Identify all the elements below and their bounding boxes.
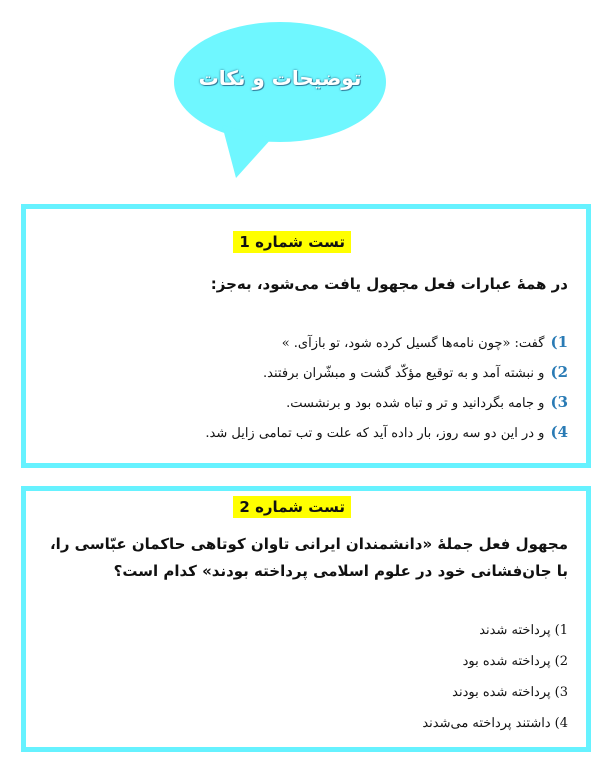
option-number: 1) [554, 623, 568, 638]
speech-bubble-shape [160, 20, 400, 180]
option-number: 4) [550, 423, 568, 441]
option-text: و نبشته آمد و به توقیع مؤکّد گشت و مبشّران برفتند. [263, 366, 545, 381]
option-number: 2) [550, 363, 568, 381]
test-1-badge: تست شماره 1 [233, 231, 351, 253]
test-2-badge: تست شماره 2 [233, 496, 351, 518]
test-1-option-3[interactable] [44, 387, 568, 417]
test-2-question: مجهول فعل جملهٔ «دانشمندان ایرانی تاوان کوتاهی حاکمان عبّاسی را، با جان‌فشانی خود در علوم اسلامی پرداخته بودند» کدام است؟ [49, 535, 568, 580]
option-text: داشتند پرداخته می‌شدند [422, 716, 551, 731]
test-2-option-4[interactable] [44, 708, 568, 739]
option-text: پرداخته شده بود [462, 654, 551, 669]
test-1-option-4[interactable] [44, 417, 568, 447]
test-2-option-2[interactable] [44, 646, 568, 677]
page-title: توضیحات و نکات [198, 66, 362, 90]
option-text: و جامه بگردانید و تر و تباه شده بود و برنشست. [286, 396, 545, 411]
test-2-option-3[interactable] [44, 677, 568, 708]
option-text: پرداخته شده بودند [452, 685, 551, 700]
test-2-panel [21, 486, 591, 752]
option-number: 4) [554, 716, 568, 731]
option-number: 2) [554, 654, 568, 669]
option-text: و در این دو سه روز، بار داده آید که علت و تب تمامی زایل شد. [205, 426, 545, 441]
test-2-option-1[interactable] [44, 615, 568, 646]
option-number: 3) [554, 685, 568, 700]
option-number: 1) [550, 333, 568, 351]
test-1-option-1[interactable] [44, 327, 568, 357]
test-1-options [44, 327, 568, 447]
option-number: 3) [550, 393, 568, 411]
test-1-question: در همهٔ عبارات فعل مجهول یافت می‌شود، به‌جز: [210, 275, 568, 293]
option-text: گفت: «چون نامه‌ها گسیل کرده شود، تو بازآی. » [281, 336, 545, 351]
test-2-options [44, 615, 568, 739]
test-1-panel [21, 204, 591, 468]
test-1-option-2[interactable] [44, 357, 568, 387]
speech-bubble [160, 20, 400, 180]
option-text: پرداخته شدند [479, 623, 551, 638]
